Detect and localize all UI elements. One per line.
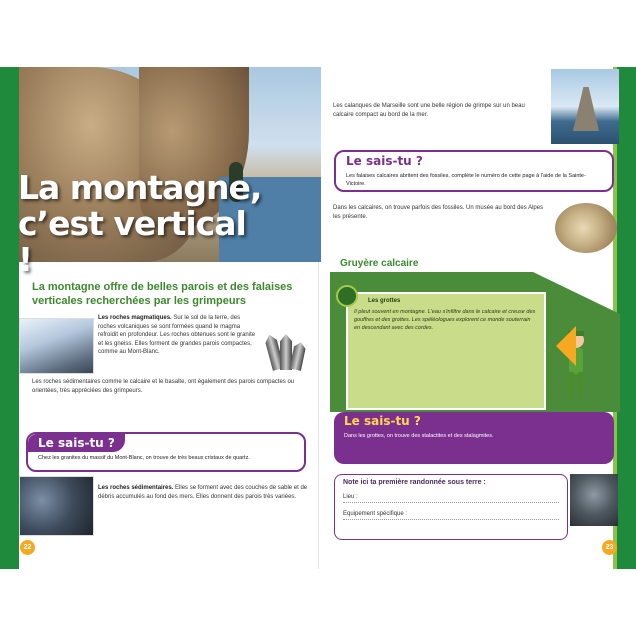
did-you-know-box-right-bottom xyxy=(334,412,614,464)
page-number-left: 22 xyxy=(20,540,35,555)
climbers-group-photo xyxy=(19,476,94,536)
did-you-know-heading: Le sais-tu ? xyxy=(28,434,125,452)
note-box xyxy=(334,474,568,540)
text-sedimentary-bold: Les roches sédimentaires. xyxy=(98,485,174,491)
quartz-crystal-photo xyxy=(258,328,314,376)
title-line-1: La montagne, xyxy=(18,168,262,207)
left-green-border xyxy=(0,67,19,569)
cartoon-climber-illustration xyxy=(556,326,606,416)
did-you-know-text: Les falaises calcaires abritent des fossiles, complète le numéro de cette page à l'aide de la Sainte-Victoire. xyxy=(346,173,586,187)
cave-photo xyxy=(570,474,618,526)
badge-icon xyxy=(336,285,358,307)
text-calanques: Les calanques de Marseille sont une belle région de grimpe sur un beau calcaire compact au bord de la mer. xyxy=(333,103,525,118)
note-title: Note ici ta première randonnée sous terre : xyxy=(343,479,486,486)
caves-panel-text: Il pleut souvent en montagne. L'eau s'infiltre dans le calcaire et creuse des gouffres et des grottes. Les spéléologues explorent ce monde souterrain en descendant avec des cordes. xyxy=(354,309,536,331)
title-line-2: c’est vertical ! xyxy=(18,204,246,279)
did-you-know-heading: Le sais-tu ? xyxy=(344,414,421,428)
did-you-know-text: Chez les granites du massif du Mont-Blanc, on trouve de très beaux cristaux de quartz. xyxy=(38,455,250,461)
text-magmatic xyxy=(98,314,258,357)
caves-panel xyxy=(346,292,546,410)
page-number-right: 23 xyxy=(602,540,617,555)
did-you-know-box-left xyxy=(26,432,306,472)
rock-needle-photo xyxy=(551,69,619,144)
text-magmatic-bold: Les roches magmatiques. xyxy=(98,315,172,321)
ammonite-fossil-photo xyxy=(555,203,617,253)
text-sedimentary-intro: Les roches sédimentaires comme le calcaire et le basalte, ont également des parois compactes ou orientées, très appréciées des grimpeurs. xyxy=(32,379,295,394)
did-you-know-heading: Le sais-tu ? xyxy=(346,154,423,168)
note-place-line[interactable]: Lieu : xyxy=(343,494,559,503)
text-fossils: Dans les calcaires, on trouve parfois des fossiles. Un musée au bord des Alpes les présente. xyxy=(333,205,544,220)
page-title xyxy=(18,170,268,278)
text-sedimentary xyxy=(98,484,313,501)
glacier-photo xyxy=(19,318,94,374)
text-sedimentary-body: Elles se forment avec des couches de sable et de débris accumulés au fond des mers. Elles donnent des parois très variées. xyxy=(98,485,308,500)
did-you-know-text: Dans les grottes, on trouve des stalactites et des stalagmites. xyxy=(344,433,494,439)
section-heading: Gruyère calcaire xyxy=(340,258,419,269)
caves-panel-title: Les grottes xyxy=(368,298,401,304)
did-you-know-box-right-top xyxy=(334,150,614,192)
subtitle: La montagne offre de belles parois et des falaises verticales recherchées par les grimpeurs xyxy=(32,281,293,307)
note-equipment-line[interactable]: Equipement spécifique : xyxy=(343,511,559,520)
text-magmatic-body: Sur le sol de la terre, des roches volcaniques se sont formées quand le magma refroidit en profondeur. Les roches obtenues sont le granite et les gneiss. Elles forment de grandes parois compactes, comme au Mont-Blanc. xyxy=(98,315,256,355)
